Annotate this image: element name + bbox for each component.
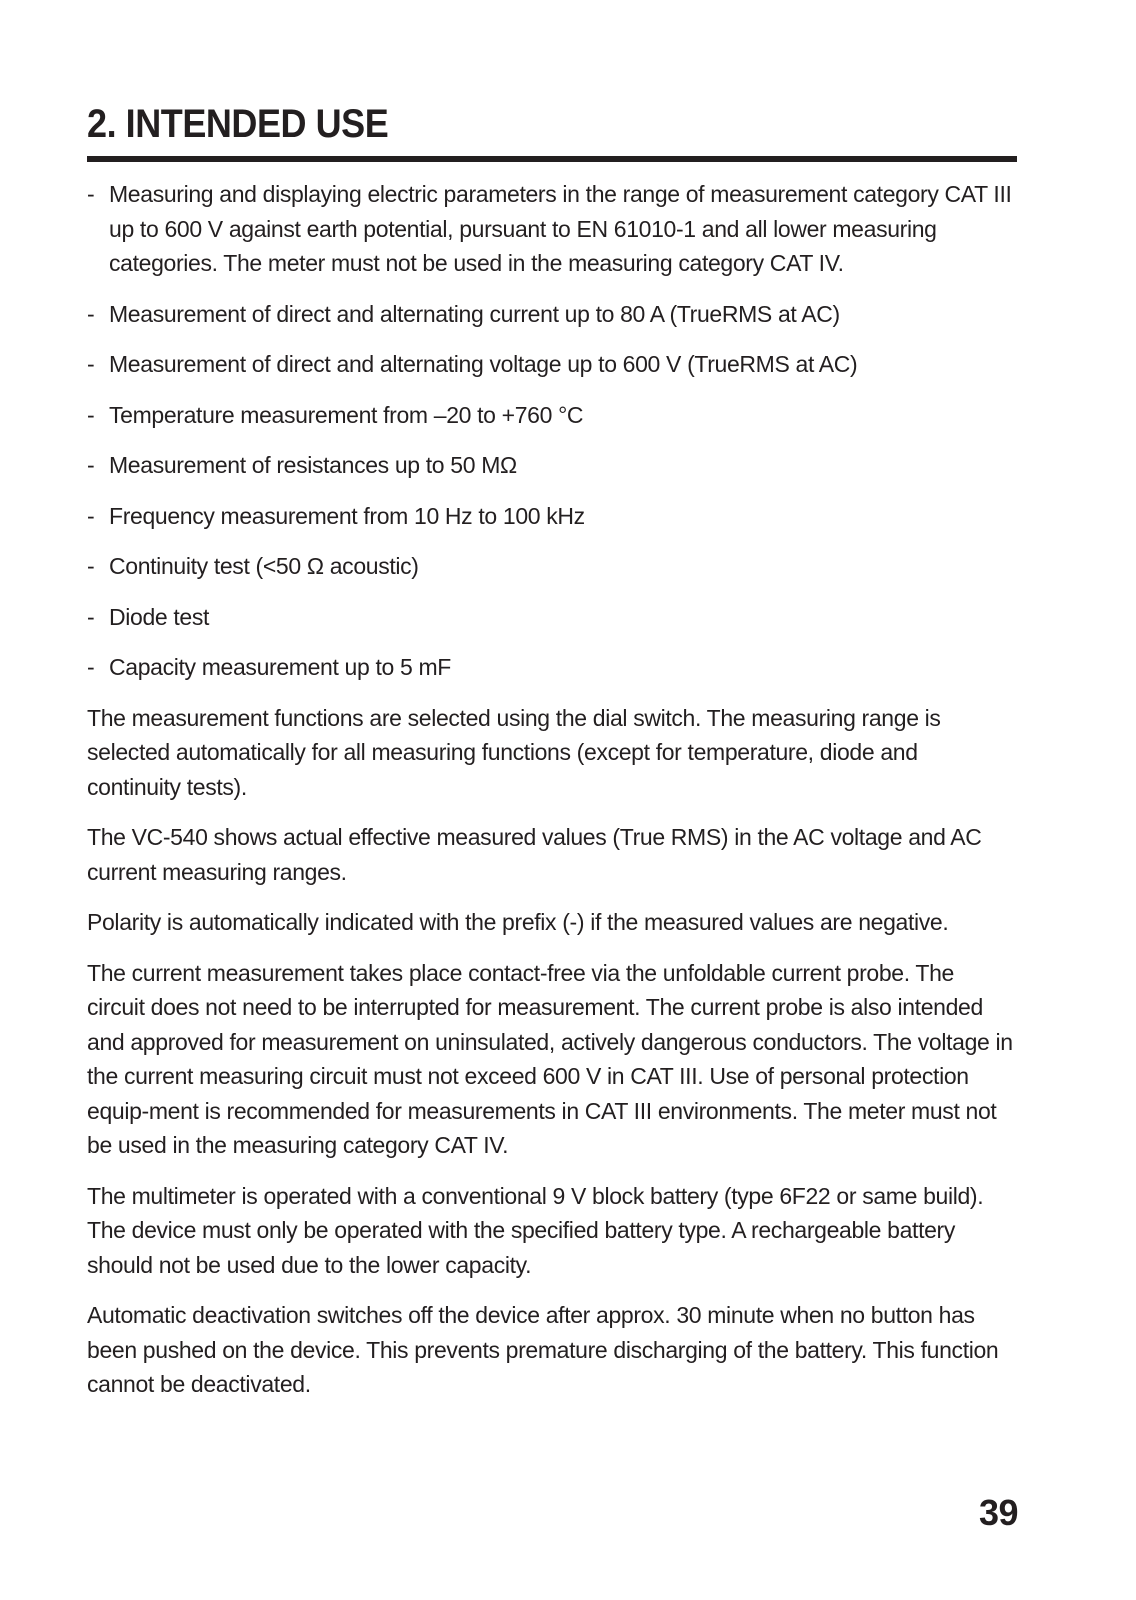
list-item-text: Diode test: [109, 603, 210, 630]
section-body: [87, 177, 1017, 1402]
list-item-text: Temperature measurement from –20 to +760 °C: [109, 401, 584, 428]
page-number: 39: [978, 1492, 1018, 1533]
list-item: [87, 448, 1017, 483]
list-item-text: Measurement of direct and alternating current up to 80 A (TrueRMS at AC): [109, 300, 840, 327]
list-item: [87, 499, 1017, 534]
paragraph-current-probe: The current measurement takes place contact-free via the unfoldable current probe. The circuit does not need to be interrupted for measurement. The current probe is also intended and approved for measurement on uninsulated, actively dangerous conductors. The voltage in the current measuring circuit must not exceed 600 V in CAT III. Use of personal protection equip-ment is recommended for measurements in CAT III environments. The meter must not be used in the measuring category CAT IV.: [87, 959, 1013, 1158]
list-item-text: Capacity measurement up to 5 mF: [109, 654, 451, 680]
bullet-dash: -: [87, 654, 95, 680]
bullet-dash: -: [87, 502, 95, 529]
paragraph-battery: The multimeter is operated with a conventional 9 V block battery (type 6F22 or same build). The device must only be operated with the specified battery type. A rechargeable battery should not be used due to the lower capacity.: [87, 1182, 984, 1278]
paragraph-true-rms: The VC-540 shows actual effective measured values (True RMS) in the AC voltage and AC current measuring ranges.: [87, 824, 982, 885]
list-item-text: Frequency measurement from 10 Hz to 100 kHz: [109, 502, 585, 529]
page-content: [87, 100, 1017, 1418]
list-item-text: Continuity test (<50 Ω acoustic): [109, 553, 419, 579]
bullet-dash: -: [87, 401, 95, 428]
bullet-dash: -: [87, 553, 95, 579]
bullet-dash: -: [87, 300, 95, 327]
list-item: [87, 600, 1017, 635]
list-item: [87, 347, 1017, 382]
paragraph-dial-switch: The measurement functions are selected using the dial switch. The measuring range is selected automatically for all measuring functions (except for temperature, diode and continuity tests).: [87, 704, 941, 800]
intended-use-list: [87, 177, 1017, 685]
section-heading: 2. INTENDED USE: [87, 102, 389, 146]
bullet-dash: -: [87, 603, 95, 630]
list-item-text: Measurement of resistances up to 50 MΩ: [109, 452, 517, 478]
bullet-dash: -: [87, 452, 95, 478]
list-item: [87, 297, 1017, 332]
list-item: [87, 650, 1017, 685]
paragraph-polarity: Polarity is automatically indicated with the prefix (-) if the measured values are negative.: [87, 909, 949, 935]
bullet-dash: -: [87, 181, 95, 207]
list-item: [87, 398, 1017, 433]
list-item-text: Measurement of direct and alternating voltage up to 600 V (TrueRMS at AC): [109, 351, 858, 377]
bullet-dash: -: [87, 351, 95, 377]
heading-rule: [87, 156, 1017, 162]
list-item: [87, 177, 1017, 281]
list-item: [87, 549, 1017, 584]
list-item-text: Measuring and displaying electric parameters in the range of measurement category CAT III up to 600 V against earth potential, pursuant to EN 61010-1 and all lower measuring categories. The meter must not be used in the measuring category CAT IV.: [109, 181, 1012, 276]
paragraph-auto-off: Automatic deactivation switches off the device after approx. 30 minute when no button has been pushed on the device. This prevents premature discharging of the battery. This function cannot be deactivated.: [87, 1302, 999, 1397]
